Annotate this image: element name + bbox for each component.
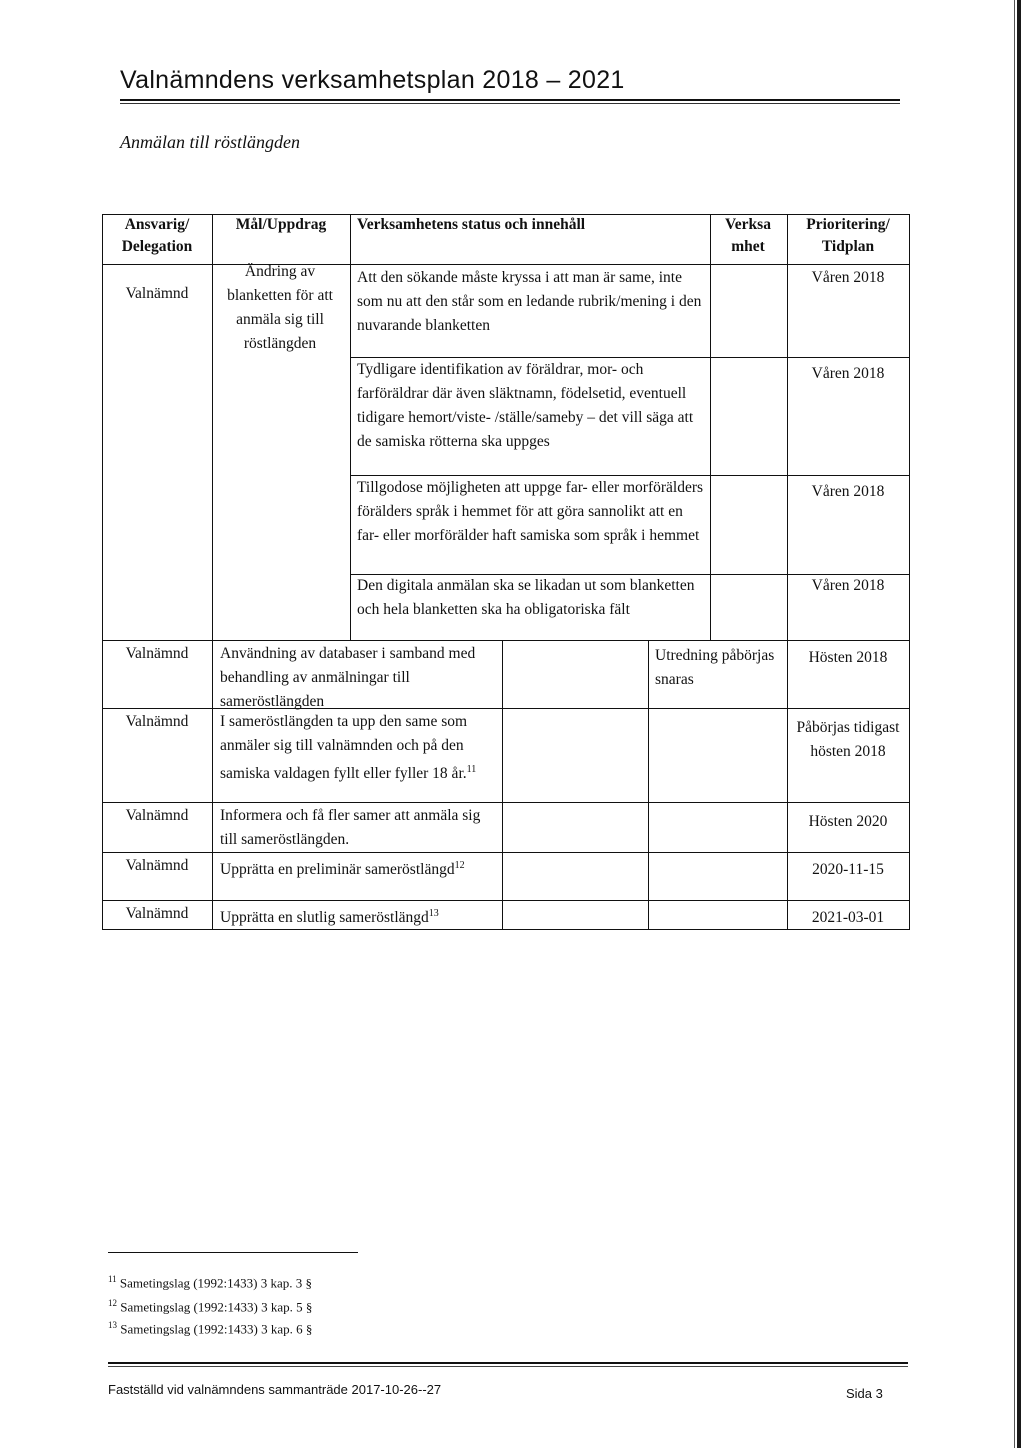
row-uppdrag: Användning av databaser i samband med behandling av anmälningar till sameröstlängden	[220, 645, 476, 710]
footer-adoption-note: Fastställd vid valnämndens sammanträde 2017-10-26--27	[108, 1382, 442, 1397]
status-item: Tillgodose möjligheten att uppge far- eller morförälders förälders språk i hemmet för att göra sannolikt att en far- eller morförälder haft samiska som språk i hemmet	[357, 479, 704, 544]
col-header-uppdrag: Mål/Uppdrag	[235, 216, 327, 233]
scan-edge-line	[1017, 0, 1021, 1448]
row-tidplan: Våren 2018	[811, 365, 885, 382]
row-ansvarig: Valnämnd	[125, 857, 189, 874]
row-uppdrag	[220, 902, 500, 930]
col-border	[102, 214, 103, 930]
row-tidplan: Hösten 2018	[808, 649, 888, 666]
row-uppdrag-text: Upprätta en preliminär sameröstlängd	[220, 861, 455, 879]
row-tidplan: Våren 2018	[811, 577, 885, 594]
row-divider	[102, 802, 910, 803]
footer-rule-thin	[108, 1366, 908, 1367]
status-item: Den digitala anmälan ska se likadan ut som blanketten och hela blanketten ska ha obligatoriska fält	[357, 577, 695, 618]
row-uppdrag	[220, 854, 500, 882]
footnote	[108, 1316, 312, 1338]
row-uppdrag-text: Upprätta en slutlig sameröstlängd	[220, 909, 429, 927]
row-uppdrag: Ändring av blanketten för att anmäla sig till röstlängden	[227, 263, 333, 352]
row-divider	[102, 640, 910, 641]
row-tidplan: 2020-11-15	[812, 861, 884, 878]
col-border	[502, 640, 503, 930]
page-header-title: Valnämndens verksamhetsplan 2018 – 2021	[120, 66, 625, 94]
header-rule	[120, 99, 900, 101]
footnote-ref: 11	[466, 764, 477, 775]
col-border	[909, 214, 910, 930]
col-header-ansvarig: Ansvarig/ Delegation	[121, 216, 193, 255]
status-item: Att den sökande måste kryssa i att man är same, inte som nu att den står som en ledande rubrik/mening i den nuvarande blanketten	[357, 269, 702, 334]
row-ansvarig: Valnämnd	[125, 285, 189, 302]
footnote-text: Sametingslag (1992:1433) 3 kap. 5 §	[120, 1299, 313, 1315]
scan-edge-line-thin	[1014, 0, 1015, 1448]
row-tidplan: Hösten 2020	[808, 813, 888, 830]
footnote-number: 11	[108, 1274, 117, 1284]
row-uppdrag: Informera och få fler samer att anmäla sig till sameröstlängden.	[220, 807, 481, 848]
col-border	[212, 214, 213, 930]
footnote-number: 12	[108, 1298, 117, 1308]
col-header-tidplan: Prioritering/ Tidplan	[806, 216, 890, 255]
footnote-ref: 12	[454, 860, 465, 871]
col-border	[787, 214, 788, 930]
status-item: Tydligare identifikation av föräldrar, mor- och farföräldrar där även släktnamn, födelsetid, eventuell tidigare hemort/viste- /ställe/sameby – det vill säga att de samiska rötterna ska uppges	[357, 361, 694, 450]
footer-rule	[108, 1362, 908, 1364]
footnote	[108, 1294, 312, 1316]
footnote-rule	[108, 1252, 358, 1253]
row-tidplan: Våren 2018	[811, 483, 885, 500]
row-tidplan: Våren 2018	[811, 269, 885, 286]
col-border	[648, 640, 649, 930]
col-border	[350, 214, 351, 641]
footnote-text: Sametingslag (1992:1433) 3 kap. 3 §	[119, 1275, 313, 1291]
row-ansvarig: Valnämnd	[125, 645, 189, 662]
footnote-number: 13	[108, 1320, 117, 1330]
page-number: Sida 3	[846, 1386, 883, 1401]
col-header-verksamhet: Verksa mhet	[725, 216, 771, 255]
row-verksamhet: Utredning påbörjas snaras	[655, 647, 775, 688]
col-border	[710, 214, 711, 641]
row-tidplan: 2021-03-01	[811, 909, 885, 926]
col-header-status: Verksamhetens status och innehåll	[357, 216, 586, 233]
row-ansvarig: Valnämnd	[125, 713, 189, 730]
footnote-ref: 13	[428, 908, 439, 919]
row-ansvarig: Valnämnd	[125, 905, 189, 922]
row-uppdrag-text: I sameröstlängden ta upp den same som anmäler sig till valnämnden och på den samiska valdagen fyllt eller fyller 18 år.	[220, 713, 468, 783]
row-uppdrag	[220, 710, 500, 786]
row-ansvarig: Valnämnd	[125, 807, 189, 824]
header-rule-thin	[120, 103, 900, 104]
footnote-text: Sametingslag (1992:1433) 3 kap. 6 §	[120, 1321, 313, 1337]
section-title: Anmälan till röstlängden	[120, 132, 300, 152]
row-divider	[102, 852, 910, 853]
row-tidplan: Påbörjas tidigast hösten 2018	[796, 719, 900, 760]
row-divider	[102, 900, 910, 901]
footnote	[108, 1270, 312, 1292]
